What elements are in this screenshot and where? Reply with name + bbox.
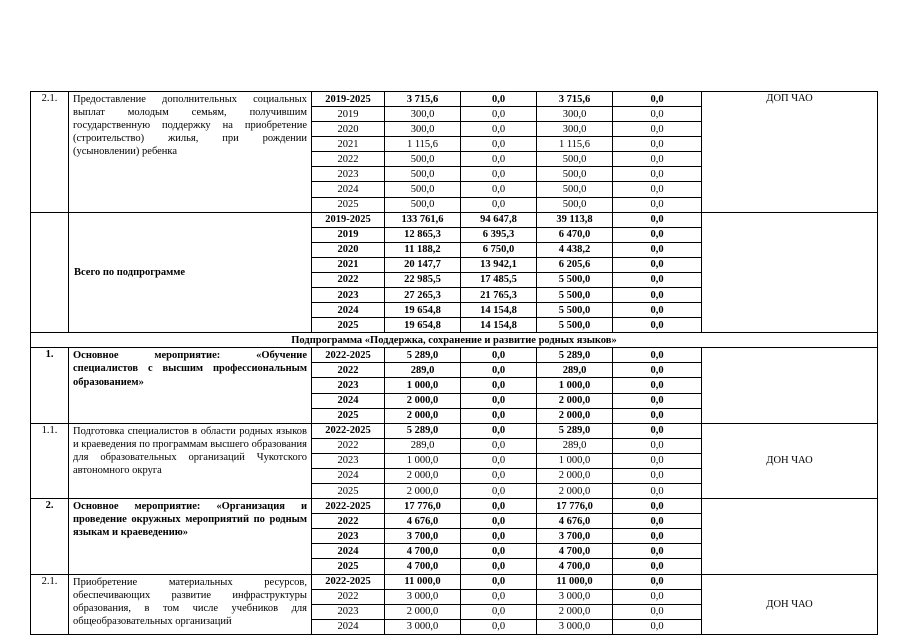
total-cell: 300,0	[385, 122, 461, 137]
other-cell: 0,0	[613, 393, 702, 408]
regional-cell: 6 470,0	[537, 227, 613, 242]
regional-cell: 300,0	[537, 107, 613, 122]
year-cell: 2020	[312, 122, 385, 137]
table-row	[31, 92, 878, 107]
total-cell: 1 000,0	[385, 378, 461, 393]
year-cell: 2019-2025	[312, 92, 385, 107]
item-description: Приобретение материальных ресурсов, обеспечивающих развитие инфраструктуры образования, в том числе учебников для общеобразовательных организаций	[69, 574, 312, 634]
federal-cell: 0,0	[461, 453, 537, 468]
year-cell: 2019	[312, 107, 385, 122]
regional-cell: 289,0	[537, 363, 613, 378]
other-cell: 0,0	[613, 182, 702, 197]
federal-cell: 0,0	[461, 544, 537, 559]
federal-cell: 0,0	[461, 152, 537, 167]
federal-cell: 17 485,5	[461, 272, 537, 287]
year-cell: 2022	[312, 589, 385, 604]
financing-table	[30, 91, 878, 635]
other-cell: 0,0	[613, 227, 702, 242]
federal-cell: 0,0	[461, 122, 537, 137]
year-cell: 2022-2025	[312, 423, 385, 438]
item-number: 1.1.	[31, 423, 69, 498]
federal-cell: 14 154,8	[461, 303, 537, 318]
total-cell: 2 000,0	[385, 484, 461, 499]
year-cell: 2023	[312, 453, 385, 468]
total-cell: 3 715,6	[385, 92, 461, 107]
year-cell: 2025	[312, 484, 385, 499]
regional-cell: 4 700,0	[537, 559, 613, 574]
table-row	[31, 574, 878, 589]
total-cell: 20 147,7	[385, 257, 461, 272]
total-cell: 289,0	[385, 363, 461, 378]
regional-cell: 4 438,2	[537, 242, 613, 257]
total-cell: 1 115,6	[385, 137, 461, 152]
total-cell: 2 000,0	[385, 408, 461, 423]
other-cell: 0,0	[613, 438, 702, 453]
other-cell: 0,0	[613, 619, 702, 634]
executor-cell	[702, 212, 878, 333]
federal-cell: 13 942,1	[461, 257, 537, 272]
other-cell: 0,0	[613, 529, 702, 544]
year-cell: 2025	[312, 408, 385, 423]
regional-cell: 5 500,0	[537, 303, 613, 318]
regional-cell: 4 676,0	[537, 514, 613, 529]
federal-cell: 0,0	[461, 378, 537, 393]
total-cell: 5 289,0	[385, 423, 461, 438]
executor-cell: ДОН ЧАО	[702, 423, 878, 498]
other-cell: 0,0	[613, 423, 702, 438]
total-cell: 19 654,8	[385, 303, 461, 318]
other-cell: 0,0	[613, 499, 702, 514]
total-cell: 1 000,0	[385, 453, 461, 468]
regional-cell: 11 000,0	[537, 574, 613, 589]
regional-cell: 2 000,0	[537, 484, 613, 499]
table-body	[31, 92, 878, 635]
year-cell: 2022	[312, 438, 385, 453]
regional-cell: 4 700,0	[537, 544, 613, 559]
federal-cell: 0,0	[461, 348, 537, 363]
total-cell: 500,0	[385, 152, 461, 167]
year-cell: 2022	[312, 272, 385, 287]
regional-cell: 500,0	[537, 167, 613, 182]
regional-cell: 300,0	[537, 122, 613, 137]
year-cell: 2024	[312, 182, 385, 197]
regional-cell: 6 205,6	[537, 257, 613, 272]
total-cell: 3 000,0	[385, 589, 461, 604]
other-cell: 0,0	[613, 137, 702, 152]
year-cell: 2022	[312, 514, 385, 529]
other-cell: 0,0	[613, 559, 702, 574]
other-cell: 0,0	[613, 257, 702, 272]
regional-cell: 2 000,0	[537, 468, 613, 483]
total-cell: 300,0	[385, 107, 461, 122]
regional-cell: 5 289,0	[537, 423, 613, 438]
other-cell: 0,0	[613, 453, 702, 468]
table-row	[31, 423, 878, 438]
total-cell: 500,0	[385, 182, 461, 197]
total-cell: 500,0	[385, 167, 461, 182]
total-cell: 289,0	[385, 438, 461, 453]
executor-cell	[702, 348, 878, 423]
year-cell: 2022-2025	[312, 499, 385, 514]
year-cell: 2021	[312, 257, 385, 272]
other-cell: 0,0	[613, 272, 702, 287]
regional-cell: 500,0	[537, 182, 613, 197]
total-cell: 11 000,0	[385, 574, 461, 589]
total-cell: 3 000,0	[385, 619, 461, 634]
federal-cell: 0,0	[461, 363, 537, 378]
regional-cell: 5 500,0	[537, 272, 613, 287]
federal-cell: 0,0	[461, 559, 537, 574]
other-cell: 0,0	[613, 318, 702, 333]
regional-cell: 1 000,0	[537, 378, 613, 393]
year-cell: 2021	[312, 137, 385, 152]
other-cell: 0,0	[613, 92, 702, 107]
item-number: 1.	[31, 348, 69, 423]
year-cell: 2023	[312, 604, 385, 619]
federal-cell: 0,0	[461, 408, 537, 423]
executor-cell: ДОН ЧАО	[702, 574, 878, 634]
regional-cell: 5 500,0	[537, 318, 613, 333]
year-cell: 2022	[312, 363, 385, 378]
year-cell: 2025	[312, 318, 385, 333]
federal-cell: 0,0	[461, 589, 537, 604]
year-cell: 2024	[312, 544, 385, 559]
other-cell: 0,0	[613, 288, 702, 303]
total-cell: 5 289,0	[385, 348, 461, 363]
year-cell: 2024	[312, 303, 385, 318]
regional-cell: 1 000,0	[537, 453, 613, 468]
regional-cell: 3 700,0	[537, 529, 613, 544]
item-description: Основное мероприятие: «Обучение специалистов с высшим профессиональным образованием»	[69, 348, 312, 423]
other-cell: 0,0	[613, 574, 702, 589]
year-cell: 2025	[312, 197, 385, 212]
federal-cell: 0,0	[461, 423, 537, 438]
other-cell: 0,0	[613, 107, 702, 122]
total-cell: 2 000,0	[385, 393, 461, 408]
subprogram-header-row	[31, 333, 878, 348]
year-cell: 2023	[312, 167, 385, 182]
other-cell: 0,0	[613, 378, 702, 393]
federal-cell: 0,0	[461, 137, 537, 152]
regional-cell: 500,0	[537, 152, 613, 167]
regional-cell: 2 000,0	[537, 604, 613, 619]
item-number-cell	[31, 212, 69, 333]
regional-cell: 2 000,0	[537, 393, 613, 408]
total-label: Всего по подпрограмме	[69, 212, 312, 333]
year-cell: 2024	[312, 393, 385, 408]
regional-cell: 3 000,0	[537, 619, 613, 634]
total-cell: 133 761,6	[385, 212, 461, 227]
year-cell: 2022-2025	[312, 348, 385, 363]
federal-cell: 0,0	[461, 604, 537, 619]
year-cell: 2019	[312, 227, 385, 242]
regional-cell: 289,0	[537, 438, 613, 453]
table-row	[31, 348, 878, 363]
federal-cell: 0,0	[461, 574, 537, 589]
year-cell: 2019-2025	[312, 212, 385, 227]
federal-cell: 0,0	[461, 197, 537, 212]
other-cell: 0,0	[613, 408, 702, 423]
other-cell: 0,0	[613, 484, 702, 499]
total-cell: 2 000,0	[385, 468, 461, 483]
other-cell: 0,0	[613, 242, 702, 257]
federal-cell: 0,0	[461, 182, 537, 197]
federal-cell: 0,0	[461, 438, 537, 453]
other-cell: 0,0	[613, 122, 702, 137]
regional-cell: 1 115,6	[537, 137, 613, 152]
subprogram-title: Подпрограмма «Поддержка, сохранение и развитие родных языков»	[31, 333, 878, 348]
executor-cell	[702, 499, 878, 574]
federal-cell: 0,0	[461, 107, 537, 122]
total-cell: 4 700,0	[385, 559, 461, 574]
other-cell: 0,0	[613, 303, 702, 318]
executor-cell: ДОП ЧАО	[702, 92, 878, 213]
total-cell: 3 700,0	[385, 529, 461, 544]
federal-cell: 0,0	[461, 529, 537, 544]
other-cell: 0,0	[613, 604, 702, 619]
other-cell: 0,0	[613, 514, 702, 529]
other-cell: 0,0	[613, 212, 702, 227]
total-cell: 11 188,2	[385, 242, 461, 257]
federal-cell: 0,0	[461, 468, 537, 483]
federal-cell: 0,0	[461, 499, 537, 514]
other-cell: 0,0	[613, 468, 702, 483]
regional-cell: 3 715,6	[537, 92, 613, 107]
item-description: Основное мероприятие: «Организация и проведение окружных мероприятий по родным языкам и краеведению»	[69, 499, 312, 574]
year-cell: 2023	[312, 529, 385, 544]
total-cell: 22 985,5	[385, 272, 461, 287]
federal-cell: 0,0	[461, 167, 537, 182]
total-cell: 17 776,0	[385, 499, 461, 514]
federal-cell: 21 765,3	[461, 288, 537, 303]
total-cell: 12 865,3	[385, 227, 461, 242]
regional-cell: 39 113,8	[537, 212, 613, 227]
federal-cell: 0,0	[461, 619, 537, 634]
item-description: Предоставление дополнительных социальных выплат молодым семьям, получившим государственную поддержку на приобретение (строительство) жилья, при рождении (усыновлении) ребенка	[69, 92, 312, 213]
total-cell: 27 265,3	[385, 288, 461, 303]
federal-cell: 94 647,8	[461, 212, 537, 227]
other-cell: 0,0	[613, 348, 702, 363]
year-cell: 2020	[312, 242, 385, 257]
other-cell: 0,0	[613, 589, 702, 604]
item-description: Подготовка специалистов в области родных языков и краеведения по программам высшего образования для образовательных организаций Чукотского автономного округа	[69, 423, 312, 498]
federal-cell: 6 395,3	[461, 227, 537, 242]
total-cell: 4 700,0	[385, 544, 461, 559]
federal-cell: 0,0	[461, 393, 537, 408]
regional-cell: 2 000,0	[537, 408, 613, 423]
other-cell: 0,0	[613, 363, 702, 378]
other-cell: 0,0	[613, 152, 702, 167]
federal-cell: 0,0	[461, 514, 537, 529]
year-cell: 2025	[312, 559, 385, 574]
other-cell: 0,0	[613, 544, 702, 559]
total-cell: 4 676,0	[385, 514, 461, 529]
table-row	[31, 212, 878, 227]
regional-cell: 17 776,0	[537, 499, 613, 514]
year-cell: 2022	[312, 152, 385, 167]
other-cell: 0,0	[613, 167, 702, 182]
year-cell: 2022-2025	[312, 574, 385, 589]
item-number: 2.	[31, 499, 69, 574]
year-cell: 2023	[312, 378, 385, 393]
total-cell: 2 000,0	[385, 604, 461, 619]
regional-cell: 5 289,0	[537, 348, 613, 363]
total-cell: 500,0	[385, 197, 461, 212]
regional-cell: 500,0	[537, 197, 613, 212]
item-number: 2.1.	[31, 92, 69, 213]
year-cell: 2023	[312, 288, 385, 303]
federal-cell: 6 750,0	[461, 242, 537, 257]
regional-cell: 5 500,0	[537, 288, 613, 303]
federal-cell: 0,0	[461, 92, 537, 107]
federal-cell: 0,0	[461, 484, 537, 499]
regional-cell: 3 000,0	[537, 589, 613, 604]
total-cell: 19 654,8	[385, 318, 461, 333]
federal-cell: 14 154,8	[461, 318, 537, 333]
item-number: 2.1.	[31, 574, 69, 634]
year-cell: 2024	[312, 619, 385, 634]
year-cell: 2024	[312, 468, 385, 483]
table-row	[31, 499, 878, 514]
other-cell: 0,0	[613, 197, 702, 212]
